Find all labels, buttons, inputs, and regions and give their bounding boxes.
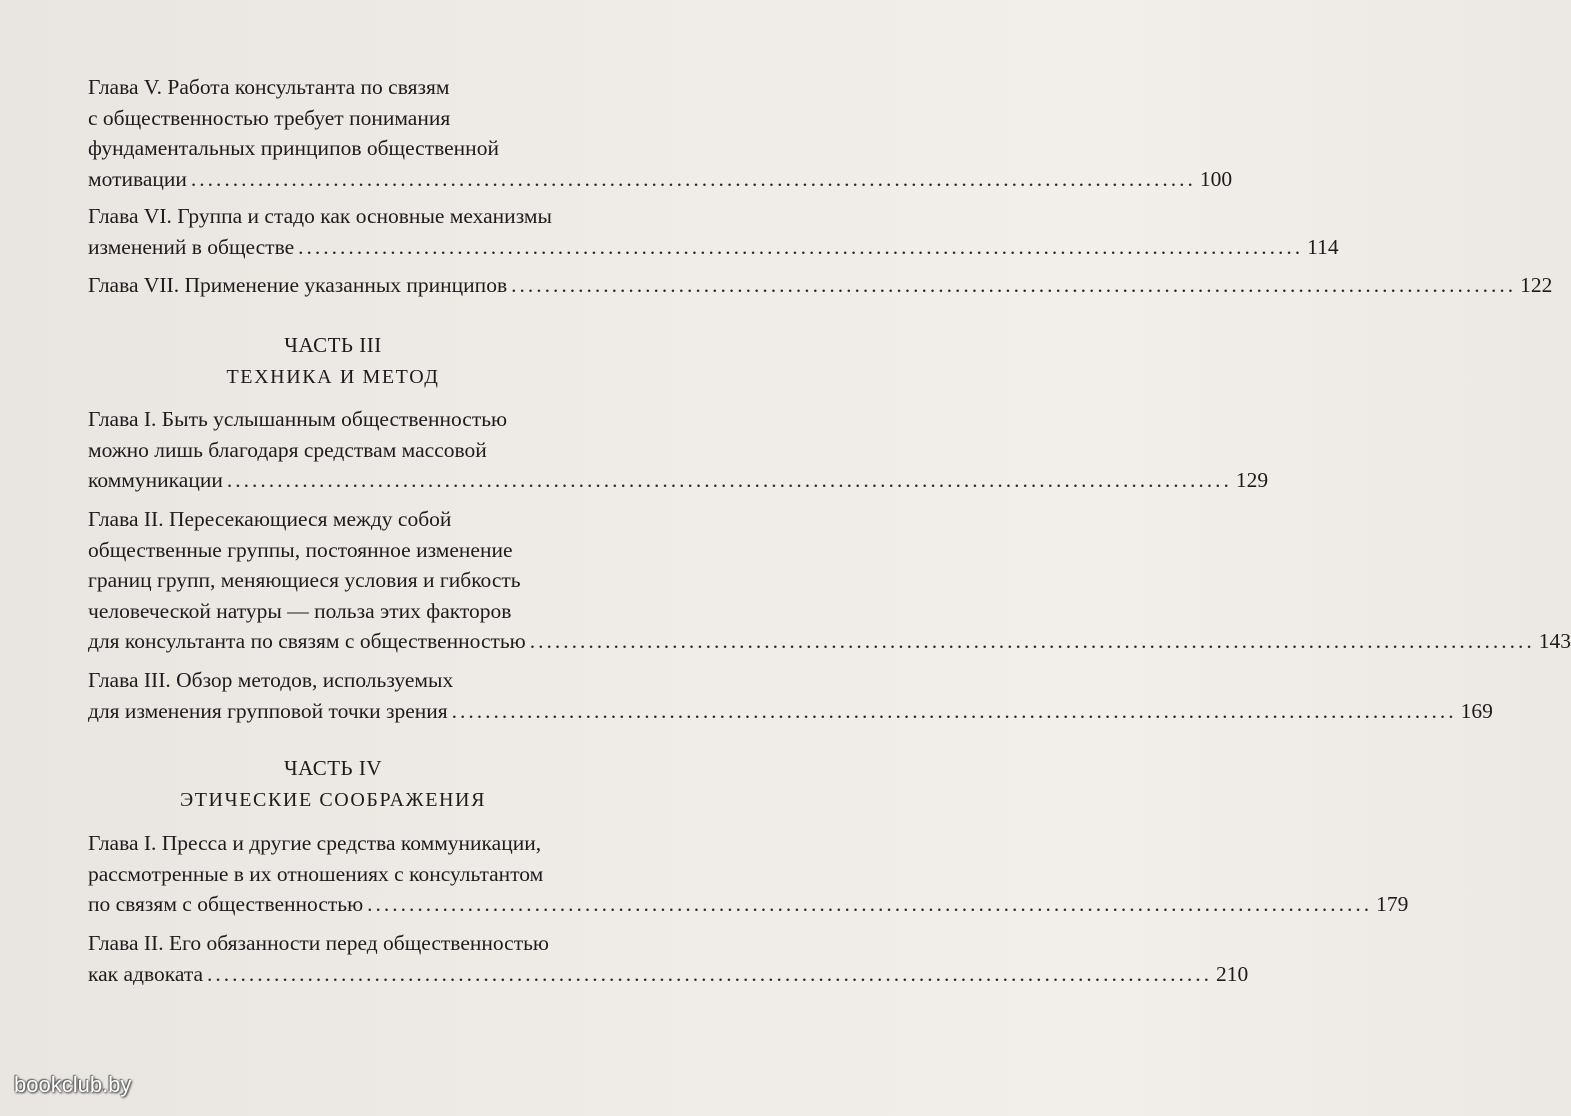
- entry-line: рассмотренные в их отношениях с консультантом: [88, 861, 544, 886]
- dot-leader: ........................................................................................................................: [190, 166, 1196, 191]
- entry-line: Глава V. Работа консультанта по связям: [88, 75, 450, 99]
- part-title: ЭТИЧЕСКИЕ СООБРАЖЕНИЯ: [179, 789, 487, 811]
- entry-line: изменений в обществе: [88, 234, 295, 259]
- entry-line: с общественностью требует понимания: [88, 105, 451, 130]
- entry-line: Глава I. Пресса и другие средства коммуникации,: [88, 831, 542, 855]
- page-number: 179: [1376, 892, 1409, 916]
- entry-line: Глава I. Быть услышанным общественностью: [88, 407, 508, 431]
- dot-leader: ........................................................................................................................: [529, 629, 1535, 653]
- entry-line: как адвоката: [88, 961, 204, 986]
- toc-entry: [88, 72, 1233, 194]
- page-number: 114: [1307, 234, 1339, 259]
- watermark-logo: bookclub.by: [14, 1072, 132, 1097]
- entry-line: для консультанта по связям с общественностью: [88, 629, 526, 653]
- toc-entry: [88, 201, 1339, 262]
- entry-line: человеческой натуры — польза этих факторов: [88, 598, 512, 623]
- entry-line: общественные группы, постоянное изменение: [88, 537, 513, 562]
- entry-line: границ групп, меняющиеся условия и гибкость: [88, 568, 521, 592]
- entry-line: по связям с общественностью: [88, 892, 364, 916]
- toc-entry: [88, 665, 1493, 726]
- entry-line: Глава III. Обзор методов, используемых: [88, 668, 454, 692]
- entry-line: коммуникации: [88, 468, 223, 492]
- toc-entry: [88, 270, 1553, 301]
- toc-entry: [88, 504, 1571, 657]
- part-label: ЧАСТЬ IV: [283, 756, 383, 780]
- part-label: ЧАСТЬ III: [284, 333, 382, 357]
- page-number: 122: [1520, 273, 1553, 297]
- page-number: 143: [1538, 629, 1571, 653]
- part-title: ТЕХНИКА И МЕТОД: [226, 366, 440, 388]
- toc-entry: [88, 928, 1249, 989]
- entry-line: Глава VI. Группа и стадо как основные механизмы: [88, 204, 552, 228]
- page-number: 100: [1199, 166, 1233, 191]
- dot-leader: ........................................................................................................................: [207, 961, 1213, 986]
- page-number: 129: [1235, 468, 1269, 492]
- dot-leader: ........................................................................................................................: [451, 698, 1457, 723]
- entry-line: Глава II. Пересекающиеся между собой: [88, 507, 452, 531]
- dot-leader: ........................................................................................................................: [298, 234, 1304, 259]
- page-number: 169: [1460, 698, 1493, 723]
- entry-line: мотивации: [88, 166, 187, 191]
- dot-leader: ........................................................................................................................: [367, 892, 1373, 916]
- toc-entry: [88, 828, 1409, 920]
- entry-line: для изменения групповой точки зрения: [88, 698, 448, 723]
- entry-line: Глава II. Его обязанности перед общественностью: [88, 931, 549, 955]
- entry-line: Глава VII. Применение указанных принципов: [88, 273, 508, 297]
- entry-line: можно лишь благодаря средствам массовой: [88, 437, 487, 462]
- entry-line: фундаментальных принципов общественной: [88, 136, 499, 160]
- dot-leader: ........................................................................................................................: [511, 273, 1517, 297]
- toc-entry: [88, 404, 1269, 496]
- dot-leader: ........................................................................................................................: [226, 468, 1232, 492]
- page-number: 210: [1216, 961, 1249, 986]
